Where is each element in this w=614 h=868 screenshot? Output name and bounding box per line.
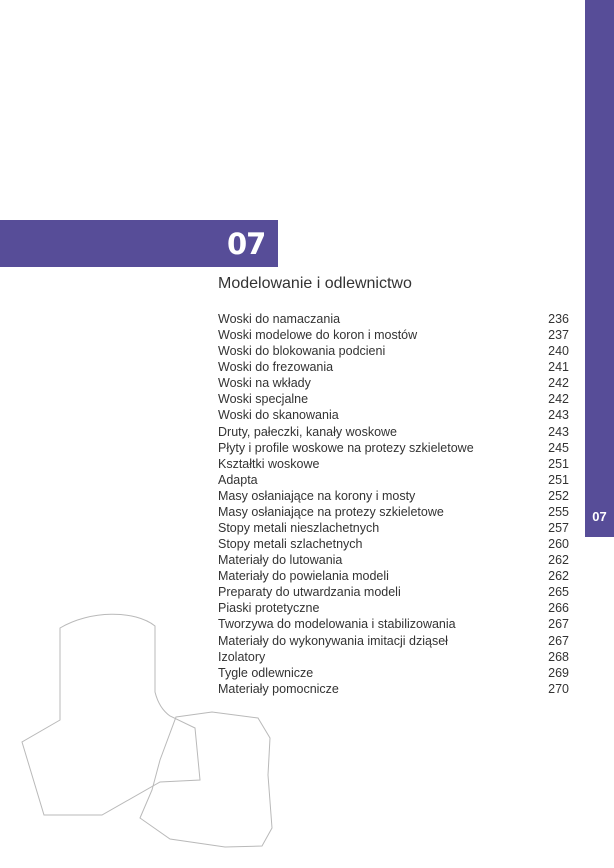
toc-item-page-number: 242 bbox=[548, 376, 569, 391]
toc-item[interactable] bbox=[218, 424, 569, 440]
toc-item-title: Adapta bbox=[218, 472, 258, 487]
toc-item-page-number: 260 bbox=[548, 537, 569, 552]
toc-item-title: Woski do blokowania podcieni bbox=[218, 344, 386, 359]
toc-item-page-number: 267 bbox=[548, 617, 569, 632]
toc-item[interactable] bbox=[218, 536, 569, 552]
toc-item-page-number: 255 bbox=[548, 504, 569, 519]
toc-item[interactable] bbox=[218, 552, 569, 568]
toc-item-title: Materiały pomocnicze bbox=[218, 681, 339, 696]
toc-item-page-number: 262 bbox=[548, 569, 569, 584]
toc-item-title: Woski na wkłady bbox=[218, 376, 311, 391]
toc-item[interactable] bbox=[218, 327, 569, 343]
toc-item-title: Stopy metali nieszlachetnych bbox=[218, 521, 380, 536]
toc-item-page-number: 237 bbox=[548, 328, 569, 343]
toc-item-page-number: 243 bbox=[548, 424, 569, 439]
side-tab bbox=[585, 0, 614, 537]
toc-item[interactable] bbox=[218, 488, 569, 504]
toc-item-title: Tworzywa do modelowania i stabilizowania bbox=[218, 617, 456, 632]
chapter-number: 07 bbox=[227, 227, 266, 261]
toc-item-title: Woski modelowe do koron i mostów bbox=[218, 328, 418, 343]
toc-item-page-number: 267 bbox=[548, 633, 569, 648]
toc-item-page-number: 265 bbox=[548, 585, 569, 600]
toc-item[interactable] bbox=[218, 407, 569, 423]
toc-item[interactable] bbox=[218, 504, 569, 520]
toc-item-page-number: 270 bbox=[548, 681, 569, 696]
toc-item-title: Preparaty do utwardzania modeli bbox=[218, 585, 401, 600]
toc-item-title: Piaski protetyczne bbox=[218, 601, 320, 616]
toc-item-page-number: 242 bbox=[548, 392, 569, 407]
toc-item-page-number: 252 bbox=[548, 488, 569, 503]
toc-item-page-number: 243 bbox=[548, 408, 569, 423]
chapter-title: Modelowanie i odlewnictwo bbox=[218, 275, 412, 292]
toc-item-title: Kształtki woskowe bbox=[218, 456, 320, 471]
toc-item-title: Materiały do lutowania bbox=[218, 553, 343, 568]
toc-item[interactable] bbox=[218, 359, 569, 375]
toc-item[interactable] bbox=[218, 391, 569, 407]
side-tab-chapter-number: 07 bbox=[592, 509, 607, 524]
toc-item-title: Masy osłaniające na korony i mosty bbox=[218, 488, 416, 503]
toc-item-title: Woski do skanowania bbox=[218, 408, 339, 423]
toc-item[interactable] bbox=[218, 440, 569, 456]
toc-item-title: Druty, pałeczki, kanały woskowe bbox=[218, 424, 398, 439]
toc-item[interactable] bbox=[218, 568, 569, 584]
toc-item[interactable] bbox=[218, 520, 569, 536]
toc-item-title: Płyty i profile woskowe na protezy szkieletowe bbox=[218, 440, 474, 455]
toc-item-page-number: 266 bbox=[548, 601, 569, 616]
toc-item-page-number: 268 bbox=[548, 649, 569, 664]
toc-item-page-number: 269 bbox=[548, 665, 569, 680]
toc-item-page-number: 245 bbox=[548, 440, 569, 455]
toc-item-title: Woski specjalne bbox=[218, 392, 309, 407]
toc-item[interactable] bbox=[218, 584, 569, 600]
toc-item-page-number: 251 bbox=[548, 472, 569, 487]
toc-item-title: Stopy metali szlachetnych bbox=[218, 537, 363, 552]
toc-item-title: Materiały do powielania modeli bbox=[218, 569, 389, 584]
toc-item-page-number: 241 bbox=[548, 360, 569, 375]
toc-item-page-number: 240 bbox=[548, 344, 569, 359]
toc-item[interactable] bbox=[218, 472, 569, 488]
toc-item-title: Woski do frezowania bbox=[218, 360, 334, 375]
toc-item[interactable] bbox=[218, 456, 569, 472]
toc-item[interactable] bbox=[218, 311, 569, 327]
toc-item[interactable] bbox=[218, 375, 569, 391]
toc-item-title: Materiały do wykonywania imitacji dziąseł bbox=[218, 633, 448, 648]
toc-item-page-number: 262 bbox=[548, 553, 569, 568]
toc-item-page-number: 251 bbox=[548, 456, 569, 471]
toc-item-page-number: 236 bbox=[548, 312, 569, 326]
toc-item-title: Tygle odlewnicze bbox=[218, 665, 314, 680]
toc-item-title: Woski do namaczania bbox=[218, 312, 341, 326]
toc-item[interactable] bbox=[218, 343, 569, 359]
wax-shapes-outline-illustration bbox=[0, 600, 300, 868]
toc-item-title: Izolatory bbox=[218, 649, 266, 664]
toc-item-title: Masy osłaniające na protezy szkieletowe bbox=[218, 504, 444, 519]
toc-item-page-number: 257 bbox=[548, 521, 569, 536]
